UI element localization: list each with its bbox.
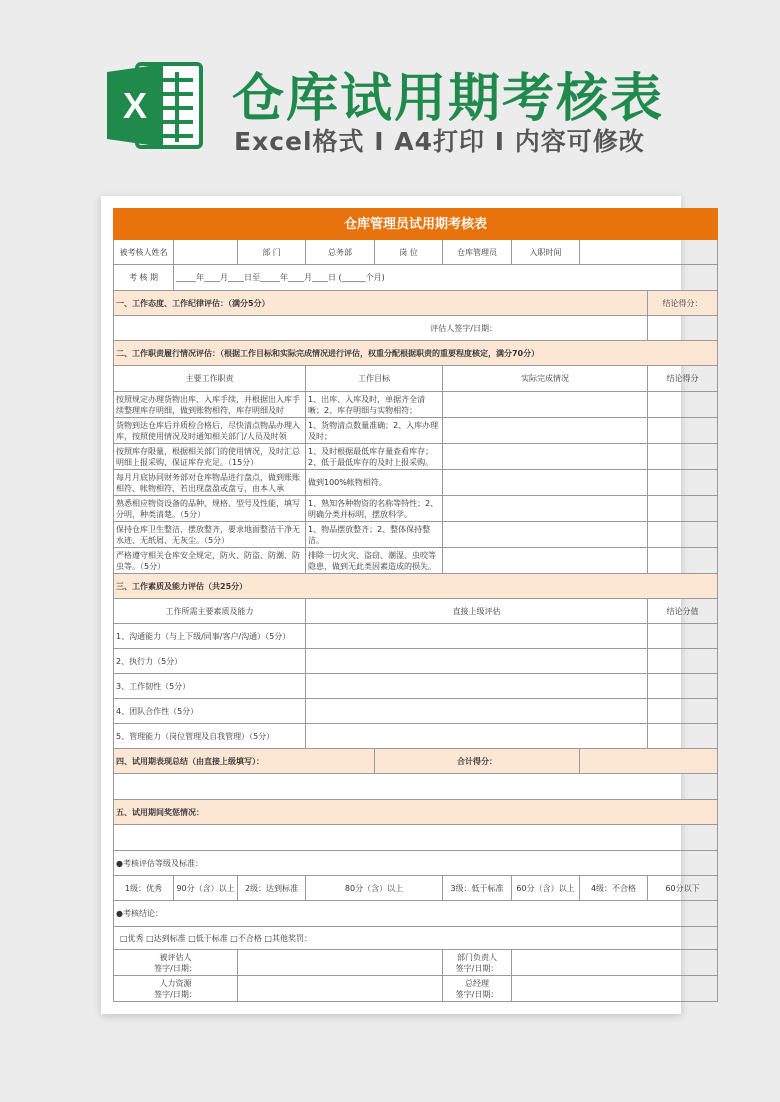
col-ability-score-header: 结论分值 [648, 599, 718, 624]
section4-title: 四、试用期表现总结（由直接上级填写）： [114, 749, 375, 774]
ability-text: 2、执行力（5分） [114, 649, 306, 674]
dept-head-sign-label: 部门负责人 签字/日期： [443, 950, 512, 976]
col-goal-header: 工作目标 [306, 366, 443, 392]
goal-text: 1、货物清点数量准确；2、入库办理及时； [306, 418, 443, 444]
ability-row [114, 674, 718, 699]
ability-text: 1、沟通能力（与上下级/同事/客户/沟通）（5分） [114, 624, 306, 649]
score-field[interactable] [648, 418, 718, 444]
goal-text: 1、物品摆放整齐；2、整体保持整洁。 [306, 522, 443, 548]
goal-text: 1、及时根据最低库存量查看库存；2、低于最低库存的及时上报采购。 [306, 444, 443, 470]
name-label: 被考核人姓名 [114, 240, 174, 265]
name-field[interactable] [174, 240, 238, 265]
section5-title: 五、试用期间奖惩情况： [114, 800, 718, 825]
page-subtitle: Excel格式 I A4打印 I 内容可修改 [234, 127, 645, 156]
grade-range: 60分以下 [648, 876, 718, 901]
ability-row [114, 649, 718, 674]
section2-title: 二、工作职责履行情况评估：（根据工作目标和实际完成情况进行评估，权重分配根据职责的重要程度核定，满分70分） [114, 341, 718, 366]
hire-date-field[interactable] [580, 240, 718, 265]
actual-field[interactable] [443, 496, 648, 522]
page-title: 仓库试用期考核表 [232, 69, 665, 129]
ability-score-field[interactable] [648, 649, 718, 674]
col-score-header: 结论得分 [648, 366, 718, 392]
duty-text: 货物到达仓库后并质检合格后，尽快清点物品办理入库，按照使用情况及时通知相关部门/人员及时领 [114, 418, 306, 444]
gm-sign-label: 总经理 签字/日期： [443, 976, 512, 1002]
ability-row [114, 699, 718, 724]
ability-score-field[interactable] [648, 724, 718, 749]
period-label: 考 核 期 [114, 265, 174, 291]
evaluation-sheet [113, 208, 703, 1002]
actual-field[interactable] [443, 548, 648, 574]
section1-score-field[interactable] [648, 316, 718, 341]
score-field[interactable] [648, 522, 718, 548]
grade-range: 60分（含）以上 [512, 876, 580, 901]
goal-text: 1、出库、入库及时，单据齐全清晰；2、库存明细与实物相符； [306, 392, 443, 418]
eval-field[interactable] [306, 699, 648, 724]
eval-field[interactable] [306, 724, 648, 749]
goal-text: 1、熟知各种物资的名称等特性；2、明确分类并标明，摆放科学。 [306, 496, 443, 522]
rewards-field[interactable] [114, 825, 718, 851]
grade-label: 4级：不合格 [580, 876, 648, 901]
grade-range: 80分（含）以上 [306, 876, 443, 901]
evaluation-table [113, 208, 718, 1002]
goal-text: 排除一切火灾、盗窃、潮湿、虫咬等隐患，做到无此类因素造成的损失。 [306, 548, 443, 574]
duty-row [114, 418, 718, 444]
duty-row [114, 470, 718, 496]
eval-field[interactable] [306, 649, 648, 674]
period-value[interactable]: _____年____月____日至_____年____月____日 (______个月) [174, 265, 718, 291]
section1-signer[interactable]: 评估人签字/日期： [114, 316, 648, 341]
ability-text: 3、工作韧性（5分） [114, 674, 306, 699]
section3-title: 三、工作素质及能力评估（共25分） [114, 574, 718, 599]
total-score-label: 合计得分： [375, 749, 580, 774]
hr-sign-label: 人力资源 签字/日期： [114, 976, 238, 1002]
grade-label: 3级：低于标准 [443, 876, 512, 901]
duty-text: 按照库存限量，根据相关部门的使用情况，及时汇总明细上报采购，保证库存充足。（15分） [114, 444, 306, 470]
grading-title: ●考核评估等级及标准： [114, 851, 718, 876]
grade-label: 1级：优秀 [114, 876, 174, 901]
ability-row [114, 724, 718, 749]
actual-field[interactable] [443, 444, 648, 470]
duty-row [114, 522, 718, 548]
conclusion-options[interactable]: □优秀 □达到标准 □低于标准 □不合格 □其他奖罚： [114, 927, 718, 950]
duty-text: 每月月底协同财务部对仓库物品进行盘点，做到账账相符、帐物相符，若出现盘盈或盘亏，由本人承 [114, 470, 306, 496]
evaluatee-sign-label: 被评估人 签字/日期： [114, 950, 238, 976]
eval-field[interactable] [306, 674, 648, 699]
duty-row [114, 548, 718, 574]
grade-label: 2级：达到标准 [238, 876, 306, 901]
actual-field[interactable] [443, 418, 648, 444]
ability-row [114, 624, 718, 649]
position-label: 岗 位 [375, 240, 443, 265]
section1-score-label: 结论得分： [648, 291, 718, 316]
ability-text: 5、管理能力（岗位管理及自我管理）（5分） [114, 724, 306, 749]
col-ability-header: 工作所需主要素质及能力 [114, 599, 306, 624]
ability-score-field[interactable] [648, 624, 718, 649]
hire-date-label: 入职时间 [512, 240, 580, 265]
gm-sign-field[interactable] [512, 976, 718, 1002]
col-duty-header: 主要工作职责 [114, 366, 306, 392]
duty-row [114, 496, 718, 522]
dept-label: 部 门 [238, 240, 306, 265]
summary-field[interactable] [114, 774, 718, 800]
logo-letter: X [122, 85, 148, 126]
position-value[interactable]: 仓库管理员 [443, 240, 512, 265]
ability-score-field[interactable] [648, 674, 718, 699]
duty-text: 按照规定办理货物出库、入库手续，并根据出入库手续整理库存明细，做到账物相符，库存明细及时 [114, 392, 306, 418]
duty-row [114, 392, 718, 418]
actual-field[interactable] [443, 522, 648, 548]
duty-text: 严格遵守相关仓库安全规定，防火、防盗、防潮、防虫等。（5分） [114, 548, 306, 574]
grade-range: 90分（含）以上 [174, 876, 238, 901]
excel-logo-icon [103, 58, 205, 153]
duty-text: 熟悉相应物资设备的品种、规格、型号及性能，填写分明，种类清楚。（5分） [114, 496, 306, 522]
section1-title: 一、工作态度、工作纪律评估：（满分5分） [114, 291, 648, 316]
eval-field[interactable] [306, 624, 648, 649]
score-field[interactable] [648, 496, 718, 522]
duty-row [114, 444, 718, 470]
evaluatee-sign-field[interactable] [238, 950, 443, 976]
dept-value[interactable]: 总务部 [306, 240, 375, 265]
actual-field[interactable] [443, 470, 648, 496]
ability-text: 4、团队合作性（5分） [114, 699, 306, 724]
actual-field[interactable] [443, 392, 648, 418]
score-field[interactable] [648, 470, 718, 496]
ability-score-field[interactable] [648, 699, 718, 724]
duty-text: 保持仓库卫生整洁，摆放整齐，要求地面整洁干净无水迹、无纸屑、无灰尘。（5分） [114, 522, 306, 548]
hr-sign-field[interactable] [238, 976, 443, 1002]
score-field[interactable] [648, 392, 718, 418]
score-field[interactable] [648, 444, 718, 470]
goal-text: 做到100%帐物相符。 [306, 470, 443, 496]
col-actual-header: 实际完成情况 [443, 366, 648, 392]
sheet-title: 仓库管理员试用期考核表 [114, 209, 718, 240]
dept-head-sign-field[interactable] [512, 950, 718, 976]
score-field[interactable] [648, 548, 718, 574]
col-eval-header: 直接上级评估 [306, 599, 648, 624]
conclusion-title: ●考核结论： [114, 901, 718, 927]
total-score-field[interactable] [580, 749, 718, 774]
